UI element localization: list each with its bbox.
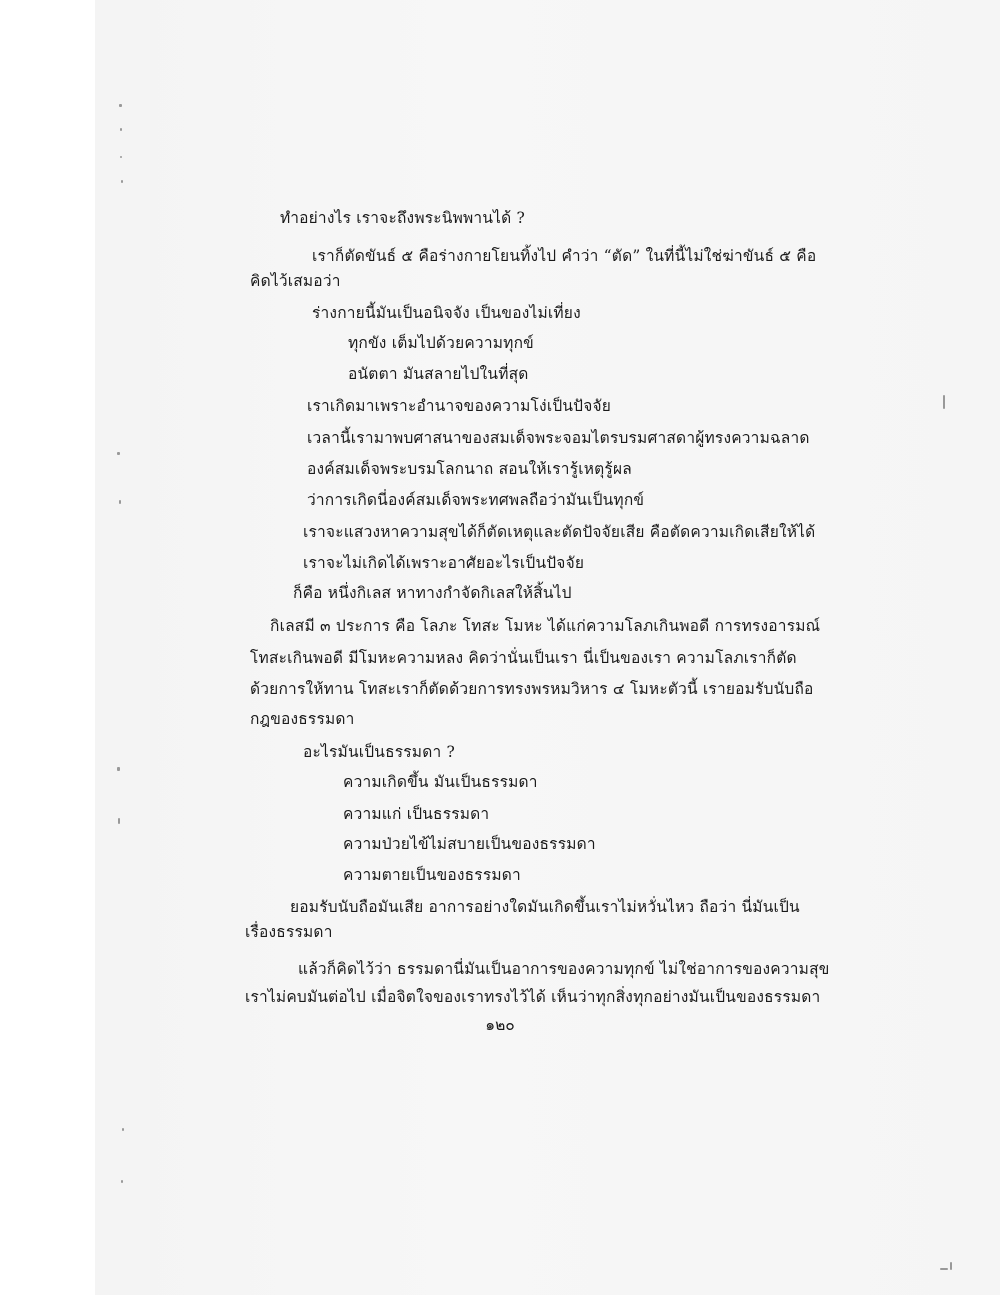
paragraph-line: คิดไว้เสมอว่า <box>250 272 341 290</box>
scan-speck <box>119 500 121 504</box>
paragraph-line: แล้วก็คิดไว้ว่า ธรรมดานี่มันเป็นอาการของความทุกข์ ไม่ใช่อาการของความสุข <box>298 960 830 978</box>
page-number: ๑๒๐ <box>485 1016 515 1034</box>
indented-line: เวลานี้เรามาพบศาสนาของสมเด็จพระจอมไตรบรมศาสดาผู้ทรงความฉลาด <box>307 429 810 447</box>
indented-line: เราเกิดมาเพราะอำนาจของความโง่เป็นปัจจัย <box>307 397 612 415</box>
indented-line: ความตายเป็นของธรรมดา <box>343 866 521 884</box>
indented-line: ว่าการเกิดนี่องค์สมเด็จพระทศพลถือว่ามันเป็นทุกข์ <box>307 491 645 509</box>
scan-speck <box>940 1268 948 1270</box>
scan-speck <box>121 1180 123 1183</box>
indented-line: อนัตตา มันสลายไปในที่สุด <box>348 365 529 383</box>
indented-line: เราจะแสวงหาความสุขได้ก็ตัดเหตุและตัดปัจจัยเสีย คือตัดความเกิดเสียให้ได้ <box>303 523 816 541</box>
scan-speck <box>120 156 122 158</box>
scan-speck <box>117 767 120 771</box>
indented-line: ก็คือ หนึ่งกิเลส หาทางกำจัดกิเลสให้สิ้นไป <box>293 584 572 602</box>
question-heading: ทำอย่างไร เราจะถึงพระนิพพานได้ ? <box>280 209 526 227</box>
scan-speck <box>121 180 123 183</box>
scan-speck <box>118 818 120 824</box>
scan-speck <box>120 128 122 131</box>
question-subheading: อะไรมันเป็นธรรมดา ? <box>303 743 456 761</box>
scan-speck <box>943 395 945 409</box>
paragraph-line: ด้วยการให้ทาน โทสะเราก็ตัดด้วยการทรงพรหมวิหาร ๔ โมหะตัวนี้ เรายอมรับนับถือ <box>250 680 814 698</box>
indented-line: เราจะไม่เกิดได้เพราะอาศัยอะไรเป็นปัจจัย <box>303 554 585 572</box>
scan-speck <box>122 1128 124 1131</box>
paragraph-line: กฎของธรรมดา <box>250 710 355 728</box>
paragraph-line: เราไม่คบมันต่อไป เมื่อจิตใจของเราทรงไว้ได้ เห็นว่าทุกสิ่งทุกอย่างมันเป็นของธรรมดา <box>245 988 821 1006</box>
indented-line: องค์สมเด็จพระบรมโลกนาถ สอนให้เรารู้เหตุรู้ผล <box>307 460 632 478</box>
paragraph-line: โทสะเกินพอดี มีโมหะความหลง คิดว่านั่นเป็นเรา นี่เป็นของเรา ความโลภเราก็ตัด <box>250 649 797 667</box>
indented-line: ทุกขัง เต็มไปด้วยความทุกข์ <box>348 334 534 352</box>
indented-line: ความแก่ เป็นธรรมดา <box>343 805 490 823</box>
paragraph-line: เรื่องธรรมดา <box>245 923 333 941</box>
paragraph-line: เราก็ตัดขันธ์ ๕ คือร่างกายโยนทิ้งไป คำว่า “ตัด” ในที่นี้ไม่ใช่ฆ่าขันธ์ ๕ คือ <box>312 247 817 265</box>
indented-line: ร่างกายนี้มันเป็นอนิจจัง เป็นของไม่เที่ยง <box>312 304 581 322</box>
scan-speck <box>117 452 120 455</box>
indented-line: ความเกิดขึ้น มันเป็นธรรมดา <box>343 773 538 791</box>
scan-speck <box>950 1262 952 1270</box>
indented-line: ความป่วยไข้ไม่สบายเป็นของธรรมดา <box>343 835 596 853</box>
scan-speck <box>119 104 122 107</box>
paragraph-line: กิเลสมี ๓ ประการ คือ โลภะ โทสะ โมหะ ได้แก่ความโลภเกินพอดี การทรงอารมณ์ <box>270 617 821 635</box>
paragraph-line: ยอมรับนับถือมันเสีย อาการอย่างใดมันเกิดขึ้นเราไม่หวั่นไหว ถือว่า นี่มันเป็น <box>290 898 800 916</box>
